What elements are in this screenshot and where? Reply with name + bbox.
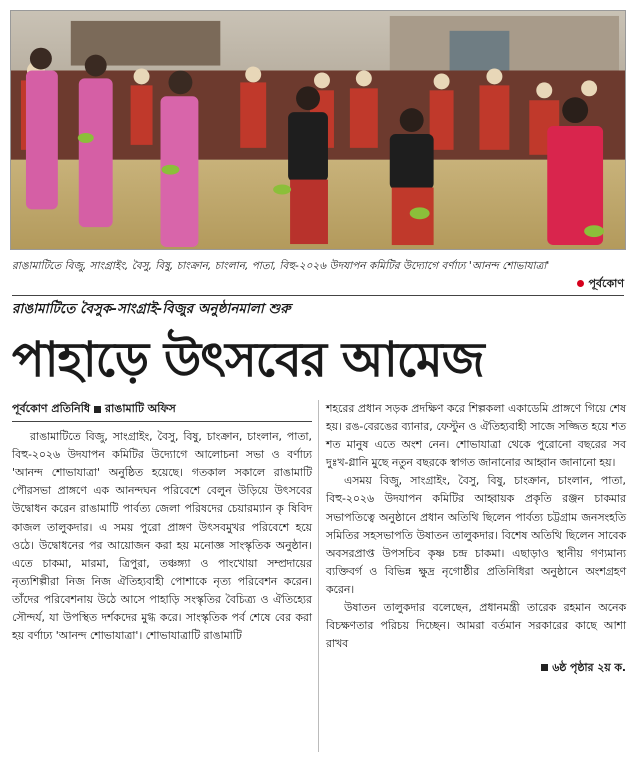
byline-office: রাঙামাটি অফিস: [105, 402, 176, 415]
article-kicker: রাঙামাটিতে বৈসুক-সাংগ্রাই-বিজুর অনুষ্ঠানমালা শুরু: [12, 301, 291, 317]
byline-square-icon: [94, 406, 101, 413]
festival-photo-illustration: [11, 11, 625, 249]
photo-credit: [577, 275, 624, 294]
photo-caption: [12, 258, 624, 294]
byline-rule: [12, 421, 312, 422]
continued-text: ৬ষ্ঠ পৃষ্ঠার ২য় ক.: [552, 661, 626, 675]
article-paragraph: শহরের প্রধান সড়ক প্রদক্ষিণ করে শিল্পকলা একাডেমি প্রাঙ্গণে গিয়ে শেষ হয়। রঙ-বেরঙের ব্যানার, ফেস্টুন ও ঐতিহ্যবাহী সাজে সজ্জিত হয়ে শত শত মানুষ এতে অংশ নেন। শোভাযাত্রা থেকে পুরোনো বছরের সব দুঃখ-গ্লানি মুছে নতুন বছরকে স্বাগত জানানোর আহ্বান জানানো হয়।: [326, 402, 626, 470]
article-paragraph: রাঙামাটিতে বিজু, সাংগ্রাইং, বৈসু, বিষু, চাংক্রান, চাংলান, পাতা, বিহু-২০২৬ উদযাপন কমিটির উদ্যোগে আলোচনা সভা ও বর্ণাঢ্য 'আনন্দ শোভাযাত্রা' অনুষ্ঠিত হয়েছে। গতকাল সকালে রাঙামাটি পৌরসভা প্রাঙ্গণে এক আনন্দঘন পরিবেশে বেলুন উড়িয়ে উৎসবের উদ্বোধন করেন রাঙামাটি পার্বত্য জেলা পরিষদের চেয়ারম্যান কৃ ষিবিদ কাজল তালুকদার। এ সময় পুরো প্রাঙ্গণ উৎসবমুখর পরিবেশে হয়ে ওঠে। উদ্বোধনের পর আয়োজন করা হয় মনোজ্ঞ সাংস্কৃতিক অনুষ্ঠান। এতে চাকমা, মারমা, ত্রিপুরা, তঞ্চঙ্গ্যা ও পাংখোয়া সম্প্রদায়ের নৃত্যশিল্পীরা নিজ নিজ ঐতিহ্যবাহী পোশাকে নৃত্য পরিবেশন করেন। তাঁদের পরিবেশনায় উঠে আসে পাহাড়ি সংস্কৃতির বৈচিত্র্য ও ঐতিহ্যের সৌন্দর্য, যা উপস্থিত দর্শকদের মুগ্ধ করে। সাংস্কৃতিক পর্ব শেষে বের করা হয় বর্ণাঢ্য 'আনন্দ শোভাযাত্রা'। শোভাযাত্রাটি রাঙামাটি: [12, 430, 312, 643]
article-headline: পাহাড়ে উৎসবের আমেজ: [12, 332, 484, 388]
article-paragraph: এসময় বিজু, সাংগ্রাইং, বৈসু, বিষু, চাংক্রান, চাংলান, পাতা, বিহু-২০২৬ উদযাপন কমিটির আহ্বায়ক প্রকৃতি রঞ্জন চাকমার সভাপতিত্বে অনুষ্ঠানে প্রধান অতিথি ছিলেন পার্বত্য চট্টগ্রাম জনসংহতি সমিতির সহসভাপতি উষাতন তালুকদার। বিশেষ অতিথি ছিলেন সাবেক অবসরপ্রাপ্ত উপসচিব কৃষ্ণ চন্দ্র চাকমা। এছাড়াও স্থানীয় গণ্যমান্য ব্যক্তিবর্গ ও বিভিন্ন ক্ষুদ্র নৃগোষ্ঠীর প্রতিনিধিরা অনুষ্ঠানে অংশগ্রহণ করেন।: [326, 474, 626, 596]
article-column-right: [326, 400, 626, 677]
article-byline: [12, 400, 312, 418]
column-divider: [318, 400, 319, 752]
photo-caption-text: রাঙামাটিতে বিজু, সাংগ্রাইং, বৈসু, বিষু, চাংক্রান, চাংলান, পাতা, বিহু-২০২৬ উদযাপন কমিটির উদ্যোগে বর্ণাঢ্য 'আনন্দ শোভাযাত্রা': [12, 260, 550, 272]
credit-dot-icon: [577, 280, 584, 287]
byline-reporter: পূর্বকোণ প্রতিনিধি: [12, 402, 91, 415]
festival-photo: [10, 10, 626, 250]
continued-square-icon: [541, 664, 548, 671]
article-column-left: [12, 400, 312, 645]
photo-credit-text: পূর্বকোণ: [588, 277, 624, 290]
divider-rule: [12, 295, 624, 296]
article-paragraph: উষাতন তালুকদার বলেছেন, প্রধানমন্ত্রী তারেক রহমান অনেক বিচক্ষণতার পরিচয় দিচ্ছেন। আমরা বর্তমান সরকারের কাছে আশা রাখব: [326, 601, 626, 651]
continued-notice: [326, 659, 626, 677]
